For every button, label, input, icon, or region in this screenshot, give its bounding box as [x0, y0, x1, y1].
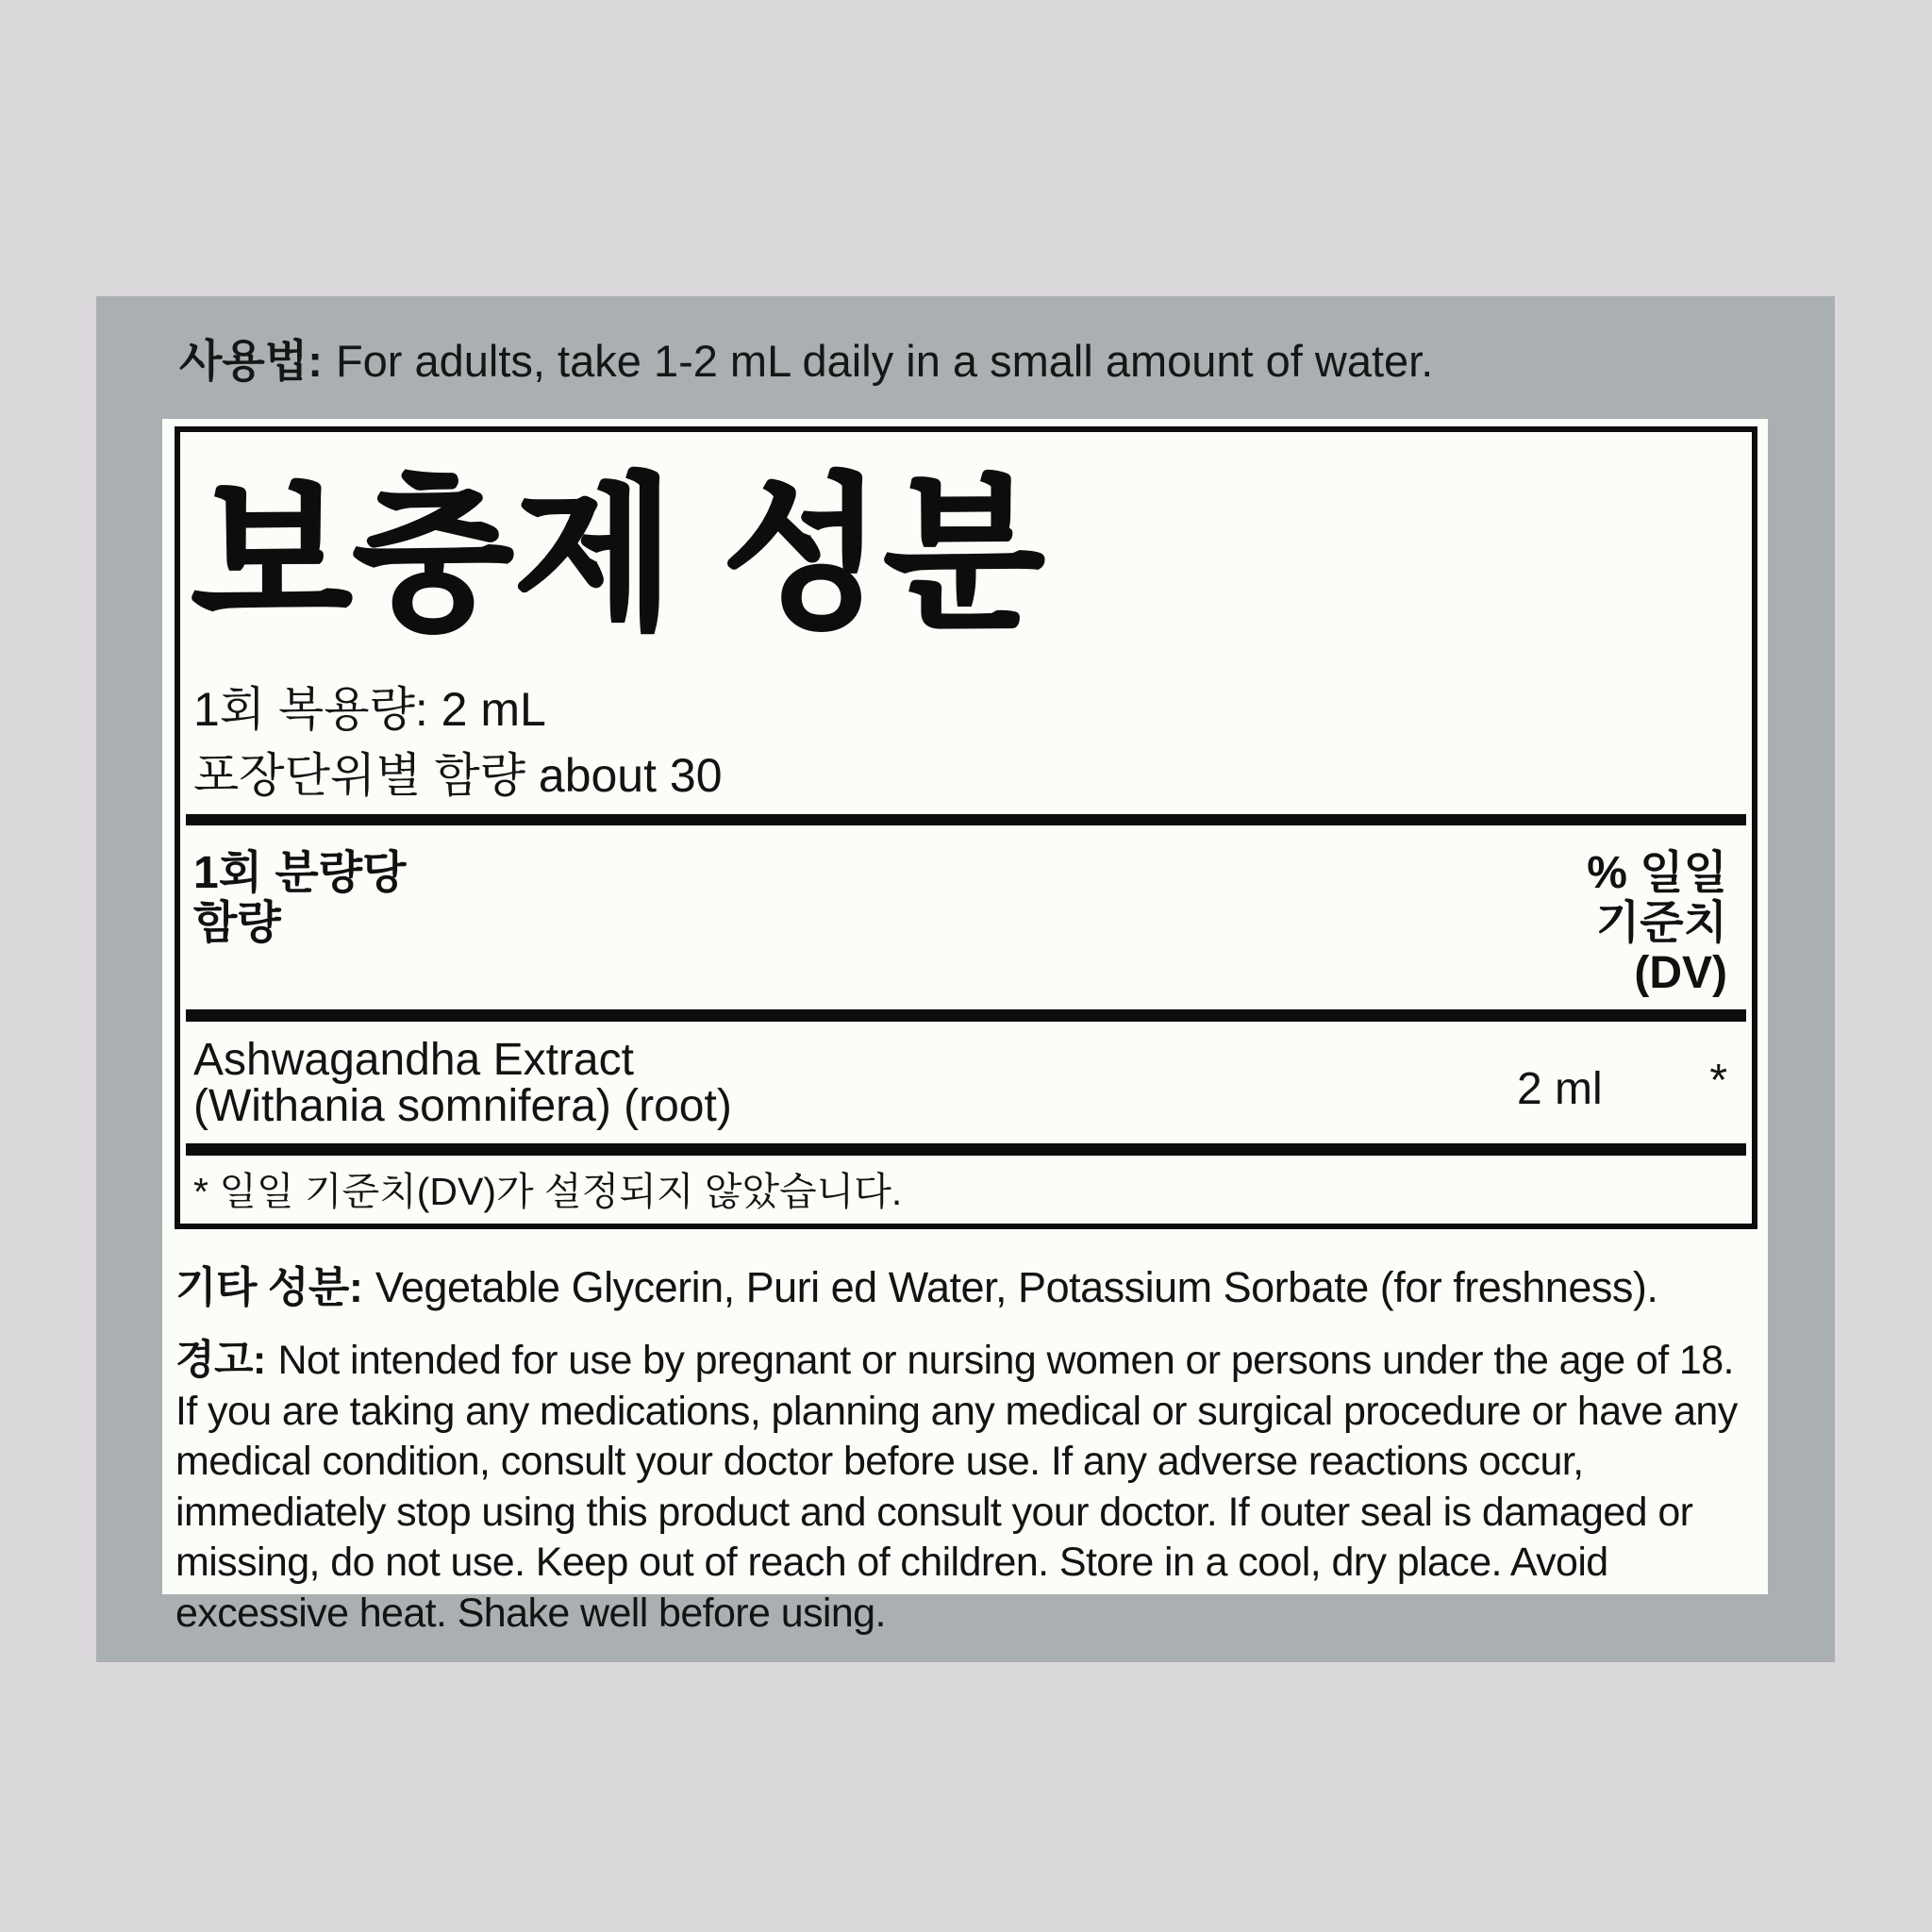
dv-header-line2: 기준치 [1595, 898, 1727, 948]
serving-size-line: 1회 복용량: 2 mL [193, 683, 546, 736]
servings-per-container-line: 포장단위별 함량 about 30 [193, 749, 723, 802]
usage-text: For adults, take 1-2 mL daily in a small amount of water. [335, 336, 1434, 386]
amount-column-header [193, 848, 407, 948]
ingredient-name-line1: Ashwagandha Extract [193, 1035, 634, 1085]
facts-title: 보충제 성분 [192, 463, 1045, 648]
dv-header-line3: (DV) [1634, 948, 1727, 998]
amount-header-line2: 함량 [193, 898, 281, 948]
supplement-facts-box [175, 426, 1757, 1229]
warning-text: Not intended for use by pregnant or nursing women or persons under the age of 18. If you are taking any medications, planning any medical or surgical procedure or have any medical condition, consult your doctor before use. If any adverse reactions occur, immediately stop using this product and consult your doctor. If outer seal is damaged or missing, do not use. Keep out of reach of children. Store in a cool, dry place. Avoid excessive heat. Shake well before using. [175, 1338, 1738, 1636]
ingredient-name-line2: (Withania somnifera) (root) [193, 1081, 732, 1131]
other-ingredients-label: 기타 성분: [175, 1263, 363, 1311]
other-ingredients-text: Vegetable Glycerin, Puri ed Water, Potassium Sorbate (for freshness). [375, 1263, 1658, 1311]
amount-header-line1: 1회 분량당 [193, 848, 407, 898]
divider-under-header [186, 1009, 1746, 1022]
ingredient-name [193, 1037, 732, 1129]
dv-footnote: * 일일 기준치(DV)가 설정되지 않았습니다. [193, 1170, 903, 1213]
dv-header-line1: % 일일 [1587, 848, 1727, 898]
divider-under-ingredient [186, 1143, 1746, 1156]
warning-label: 경고: [175, 1338, 266, 1383]
usage-directions-line [179, 332, 1433, 391]
ingredient-dv-asterisk: * [1709, 1056, 1727, 1106]
label-white-sheet [162, 419, 1768, 1636]
usage-label: 사용법: [179, 336, 323, 386]
warning-paragraph [175, 1336, 1749, 1639]
label-gray-panel [96, 296, 1835, 1662]
other-ingredients-line [175, 1260, 1657, 1315]
thick-divider-top [186, 814, 1746, 825]
daily-value-column-header [1587, 848, 1727, 998]
ingredient-amount: 2 ml [1517, 1064, 1603, 1114]
